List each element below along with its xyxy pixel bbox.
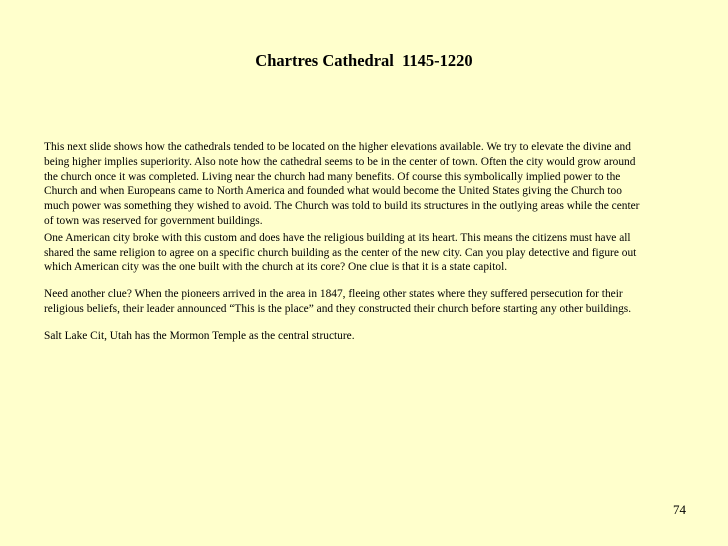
paragraph-american-city: One American city broke with this custom and does have the religious building at its heart. This means the citizens must have all shared the same religion to agree on a specific church building as the center of the new city. Can you play detective and figure out which American city was the one built with the church at its core? One clue is that it is a state capitol. [44,231,637,274]
slide-title: Chartres Cathedral 1145-1220 [255,51,473,70]
slide-body [44,140,690,344]
paragraph-answer: Salt Lake Cit, Utah has the Mormon Temple as the central structure. [44,329,355,342]
paragraph-another-clue: Need another clue? When the pioneers arrived in the area in 1847, fleeing other states where they suffered persecution for their religious beliefs, their leader announced “This is the place” and they constructed their church before starting any other buildings. [44,288,632,315]
paragraph-cathedral-location: This next slide shows how the cathedrals tended to be located on the higher elevations available. We try to elevate the divine and being higher implies superiority. Also note how the cathedral seems to be in the center of town. Often the city would grow around the church once it was completed. Living near the church had many benefits. Of course this symbolically implied power to the Church and when Europeans came to North America and founded what would become the United States giving the Church too much power was something they wished to avoid. The Church was told to build its structures in the outlying areas while the center of town was reserved for government buildings. [44,141,640,227]
page-number: 74 [673,502,686,517]
